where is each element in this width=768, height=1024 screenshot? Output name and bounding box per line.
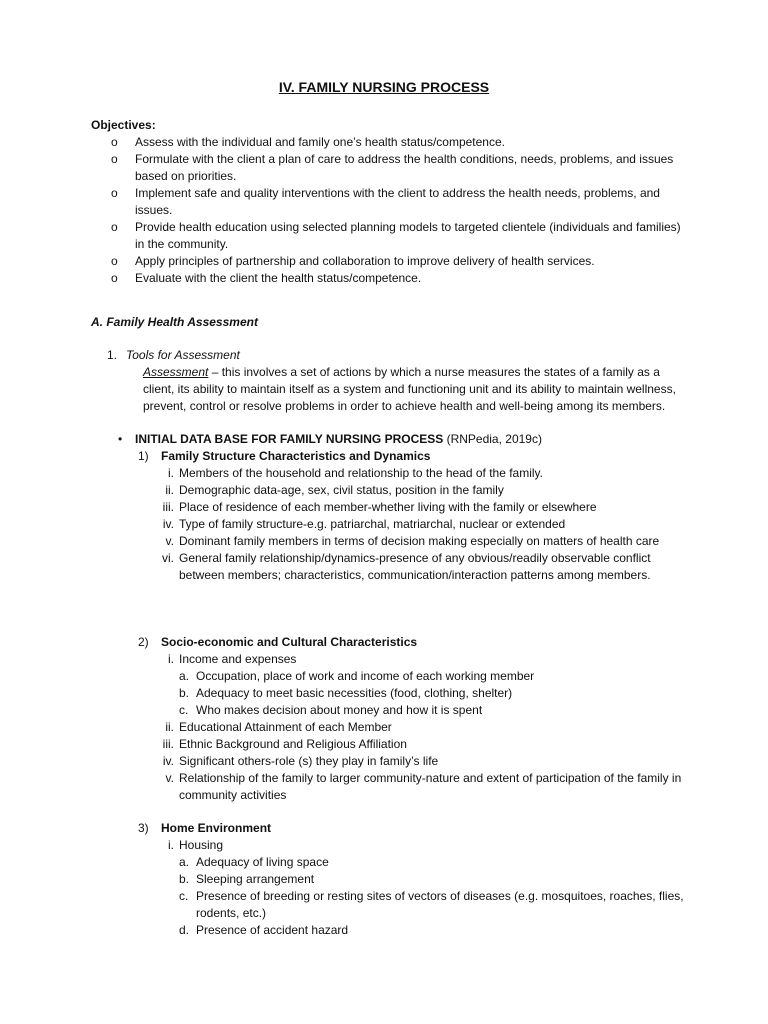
item-number: iv. [162, 517, 174, 531]
section-family-structure [138, 448, 698, 584]
item-text: Educational Attainment of each Member [179, 720, 392, 734]
roman-list [138, 651, 698, 668]
item-letter: b. [179, 686, 190, 700]
assessment-definition-text: – this involves a set of actions by which a nurse measures the states of a family as a client, its ability to maintain itself as a system and functioning unit and its ability to maintain wellness, prevent, control or resolve problems in order to achieve health and well-being among its members. [143, 365, 676, 413]
item-number: v. [165, 771, 174, 785]
list-item [138, 685, 698, 702]
objectives-label: Objectives: [91, 118, 156, 132]
item-letter: c. [179, 889, 189, 903]
item-text: Occupation, place of work and income of each working member [196, 669, 535, 683]
item-number: vi. [162, 551, 174, 565]
item-number: iii. [162, 737, 174, 751]
list-item [138, 922, 698, 939]
bullet-icon: • [118, 432, 123, 446]
item-text: Housing [179, 838, 224, 852]
section-heading-family-health-assessment: A. Family Health Assessment [91, 315, 258, 329]
list-item [138, 736, 698, 753]
list-item [91, 219, 691, 253]
item-letter: b. [179, 872, 190, 886]
item-letter: c. [179, 703, 189, 717]
roman-list [138, 719, 698, 804]
list-item [138, 719, 698, 736]
item-text: Income and expenses [179, 652, 297, 666]
list-item [138, 499, 698, 516]
tools-for-assessment [107, 347, 687, 415]
item-number: i. [168, 652, 174, 666]
item-number: i. [168, 838, 174, 852]
list-item [91, 151, 691, 185]
circle-bullet-icon: o [111, 220, 118, 234]
section-heading-text: Family Structure Characteristics and Dynamics [161, 449, 431, 463]
section-heading [138, 634, 698, 651]
list-item [138, 702, 698, 719]
item-number: iv. [162, 754, 174, 768]
item-number: iii. [162, 500, 174, 514]
assessment-definition [125, 364, 687, 415]
list-item [138, 753, 698, 770]
list-item [138, 837, 698, 854]
item-text: Dominant family members in terms of decision making especially on matters of health care [179, 534, 660, 548]
circle-bullet-icon: o [111, 254, 118, 268]
section-socio-economic [138, 634, 698, 804]
list-item [91, 134, 691, 151]
item-number: i. [168, 466, 174, 480]
item-text: Who makes decision about money and how it is spent [196, 703, 483, 717]
item-text: Place of residence of each member-whether living with the family or elsewhere [179, 500, 597, 514]
item-text: Presence of breeding or resting sites of vectors of diseases (e.g. mosquitoes, roaches, flies, rodents, etc.) [196, 889, 684, 920]
section-home-environment [138, 820, 698, 939]
item-text: Adequacy to meet basic necessities (food, clothing, shelter) [196, 686, 513, 700]
initial-data-base [118, 431, 698, 448]
circle-bullet-icon: o [111, 152, 118, 166]
item-text: Type of family structure-e.g. patriarchal, matriarchal, nuclear or extended [179, 517, 566, 531]
item-letter: a. [179, 669, 190, 683]
item-text: General family relationship/dynamics-presence of any obvious/readily observable conflict between members; characteristics, communication/interaction patterns among members. [179, 551, 651, 582]
list-item [138, 533, 698, 550]
list-item [91, 185, 691, 219]
list-item [138, 854, 698, 871]
objective-text: Formulate with the client a plan of care to address the health conditions, needs, problems, and issues based on priorities. [135, 152, 674, 183]
tools-heading-text: Tools for Assessment [126, 348, 240, 362]
assessment-term: Assessment [143, 365, 209, 379]
page-title: IV. FAMILY NURSING PROCESS [278, 79, 490, 95]
circle-bullet-icon: o [111, 186, 118, 200]
objectives-list [91, 134, 691, 287]
roman-list [138, 465, 698, 584]
initial-data-base-citation: (RNPedia, 2019c) [443, 432, 542, 446]
objective-text: Assess with the individual and family one’s health status/competence. [135, 135, 505, 149]
circle-bullet-icon: o [111, 271, 118, 285]
item-text: Presence of accident hazard [196, 923, 349, 937]
tools-number: 1. [107, 348, 118, 362]
section-heading [138, 448, 698, 465]
tools-heading [107, 347, 687, 364]
section-heading [138, 820, 698, 837]
list-item [138, 888, 698, 922]
alpha-list [138, 854, 698, 939]
objective-text: Evaluate with the client the health status/competence. [135, 271, 422, 285]
list-item [138, 516, 698, 533]
section-heading-text: Home Environment [161, 821, 272, 835]
list-item [91, 253, 691, 270]
item-text: Adequacy of living space [196, 855, 329, 869]
item-text: Demographic data-age, sex, civil status, position in the family [179, 483, 504, 497]
section-heading-text: Socio-economic and Cultural Characteristics [161, 635, 418, 649]
item-number: ii. [165, 720, 174, 734]
roman-list [138, 837, 698, 854]
list-item [91, 270, 691, 287]
section-number: 3) [138, 821, 149, 835]
list-item [138, 550, 698, 584]
objective-text: Provide health education using selected planning models to targeted clientele (individuals and families) in the community. [135, 220, 681, 251]
item-number: v. [165, 534, 174, 548]
circle-bullet-icon: o [111, 135, 118, 149]
list-item [138, 482, 698, 499]
initial-data-base-label: INITIAL DATA BASE FOR FAMILY NURSING PROCESS [135, 432, 444, 446]
item-text: Ethnic Background and Religious Affiliation [179, 737, 407, 751]
item-letter: a. [179, 855, 190, 869]
item-letter: d. [179, 923, 190, 937]
list-item [138, 651, 698, 668]
item-text: Members of the household and relationship to the head of the family. [179, 466, 544, 480]
objective-text: Implement safe and quality interventions with the client to address the health needs, problems, and issues. [135, 186, 660, 217]
objective-text: Apply principles of partnership and collaboration to improve delivery of health services. [135, 254, 595, 268]
item-text: Sleeping arrangement [196, 872, 315, 886]
list-item [138, 770, 698, 804]
list-item [138, 668, 698, 685]
section-number: 1) [138, 449, 149, 463]
section-number: 2) [138, 635, 149, 649]
list-item [138, 465, 698, 482]
list-item [138, 871, 698, 888]
item-text: Significant others-role (s) they play in family’s life [179, 754, 439, 768]
alpha-list [138, 668, 698, 719]
item-number: ii. [165, 483, 174, 497]
item-text: Relationship of the family to larger community-nature and extent of participation of the family in community activities [179, 771, 682, 802]
